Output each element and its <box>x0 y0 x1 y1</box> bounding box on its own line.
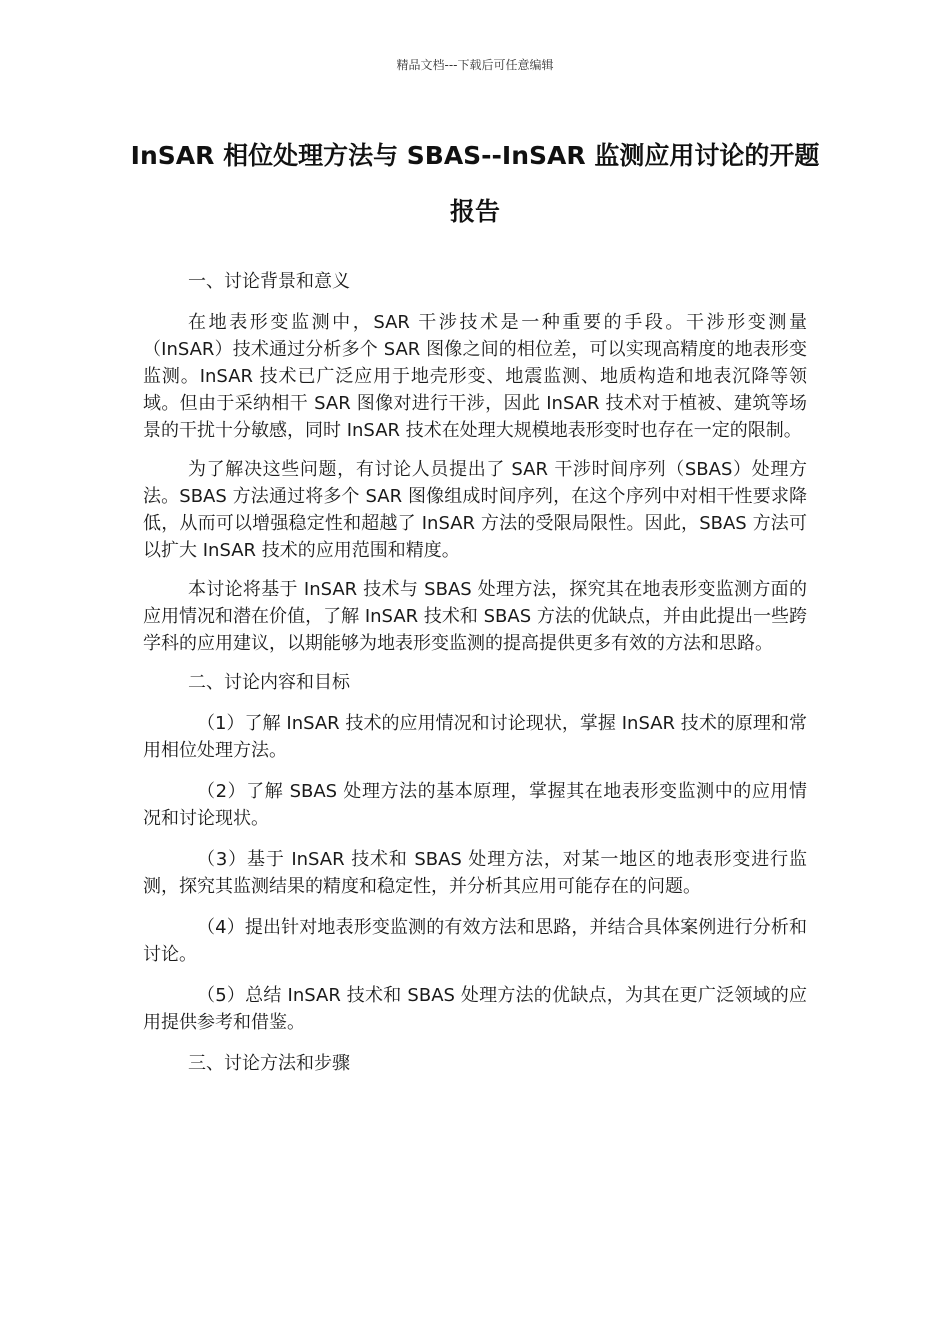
section-heading-methods: 三、讨论方法和步骤 <box>188 1053 350 1074</box>
paragraph-background-1: 在地表形变监测中，SAR 干涉技术是一种重要的手段。干涉形变测量（InSAR）技术通过分析多个 SAR 图像之间的相位差，可以实现高精度的地表形变监测。InSAR 技术已广泛应用于地壳形变、地震监测、地质构造和地表沉降等领域。但由于采纳相干 SAR 图像对进行干涉，因此 InSAR 技术对于植被、建筑等场景的干扰十分敏感，同时 InSAR 技术在处理大规模地表形变时也存在一定的限制。 <box>143 312 807 441</box>
list-item-goal-5: （5）总结 InSAR 技术和 SBAS 处理方法的优缺点，为其在更广泛领域的应用提供参考和借鉴。 <box>143 985 807 1033</box>
list-item-goal-4: （4）提出针对地表形变监测的有效方法和思路，并结合具体案例进行分析和讨论。 <box>143 917 807 965</box>
header-note: 精品文档---下载后可任意编辑 <box>396 58 554 72</box>
document-body <box>143 268 807 1077</box>
section-heading-content-goals: 二、讨论内容和目标 <box>188 672 350 693</box>
paragraph-background-3: 本讨论将基于 InSAR 技术与 SBAS 处理方法，探究其在地表形变监测方面的应用情况和潜在价值，了解 InSAR 技术和 SBAS 方法的优缺点，并由此提出一些跨学科的应用建议，以期能够为地表形变监测的提高提供更多有效的方法和思路。 <box>143 579 807 654</box>
list-item-goal-2: （2）了解 SBAS 处理方法的基本原理，掌握其在地表形变监测中的应用情况和讨论现状。 <box>143 781 807 829</box>
paragraph-background-2: 为了解决这些问题，有讨论人员提出了 SAR 干涉时间序列（SBAS）处理方法。SBAS 方法通过将多个 SAR 图像组成时间序列，在这个序列中对相干性要求降低，从而可以增强稳定性和超越了 InSAR 方法的受限局限性。因此，SBAS 方法可以扩大 InSAR 技术的应用范围和精度。 <box>143 459 807 561</box>
section-heading-background: 一、讨论背景和意义 <box>188 271 350 292</box>
list-item-goal-1: （1）了解 InSAR 技术的应用情况和讨论现状，掌握 InSAR 技术的原理和常用相位处理方法。 <box>143 713 807 761</box>
document-title: InSAR 相位处理方法与 SBAS--InSAR 监测应用讨论的开题报告 <box>130 141 820 226</box>
list-item-goal-3: （3）基于 InSAR 技术和 SBAS 处理方法，对某一地区的地表形变进行监测，探究其监测结果的精度和稳定性，并分析其应用可能存在的问题。 <box>143 849 807 897</box>
